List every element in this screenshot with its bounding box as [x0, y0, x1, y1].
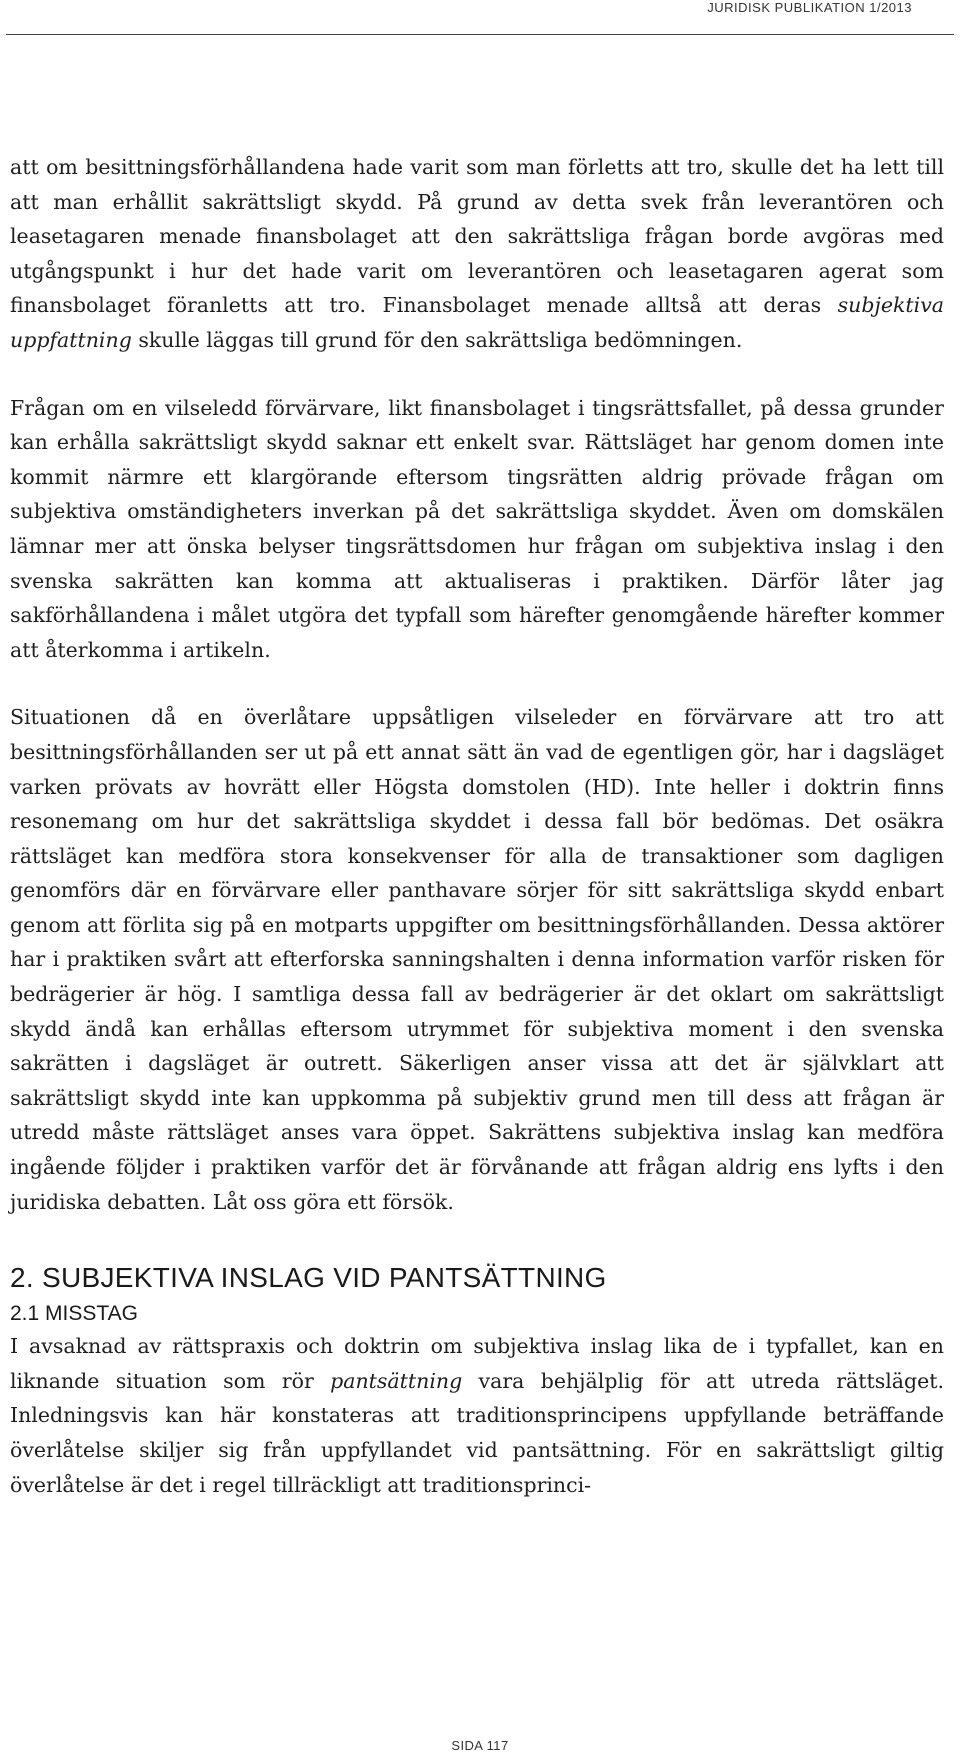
- paragraph-text: att om besittningsförhållandena hade varit som man förletts att tro, skulle det ha lett till att man erhållit sakrättsligt skydd. På grund av detta svek från leverantören och leasetagaren menade finansbolaget att den sakrättsliga frågan borde avgöras med utgångspunkt i hur det hade varit om leverantören och leasetagaren agerat som finansbolaget föranletts att tro. Finansbolaget menade alltså att deras: [10, 155, 944, 318]
- body-paragraph-1: [10, 150, 944, 358]
- paragraph-text: vara behjälplig för att utreda rättsläget. Inledningsvis kan här konstateras att traditionsprincipens uppfyllande beträffande överlåtelse skiljer sig från uppfyllandet vid pantsättning. För en sakrättsligt giltig överlåtelse är det i regel tillräckligt att traditionsprinci-: [10, 1368, 945, 1497]
- body-paragraph-2: Frågan om en vilseledd förvärvare, likt finansbolaget i tingsrättsfallet, på dessa grunder kan erhålla sakrättsligt skydd saknar ett enkelt svar. Rättsläget har genom domen inte kommit närmre ett klargörande eftersom tingsrätten aldrig prövade frågan om subjektiva omständigheters inverkan på det sakrättsliga skyddet. Även om domskälen lämnar mer att önska belyser tingsrättsdomen hur frågan om subjektiva inslag i den svenska sakrätten kan komma att aktualiseras i praktiken. Därför låter jag sakförhållandena i målet utgöra det typfall som härefter genomgående härefter kommer att återkomma i artikeln.: [10, 395, 944, 662]
- body-paragraph-4: [10, 1329, 944, 1502]
- subsection-heading: 2.1 MISSTAG: [10, 1302, 138, 1326]
- article-body: [10, 150, 944, 1502]
- running-header: JURIDISK PUBLIKATION 1/2013: [707, 0, 912, 15]
- section-heading: 2. SUBJEKTIVA INSLAG VID PANTSÄTTNING: [10, 1262, 607, 1294]
- paragraph-text: skulle läggas till grund för den sakrättsliga bedömningen.: [131, 327, 743, 352]
- header-divider: [6, 34, 954, 35]
- emphasis-pledging: pantsättning: [330, 1368, 463, 1393]
- page-number: SIDA 117: [451, 1738, 509, 1753]
- emphasis-subjective-view: subjektiva uppfattning: [10, 293, 944, 352]
- paragraph-text: I avsaknad av rättspraxis och doktrin om subjektiva inslag lika de i typfallet, kan en liknande situation som rör: [10, 1334, 944, 1393]
- body-paragraph-3: Situationen då en överlåtare uppsåtligen vilseleder en förvärvare att tro att besittningsförhållanden ser ut på ett annat sätt än vad de egentligen gör, har i dagsläget varken prövats av hovrätt eller Högsta domstolen (HD). Inte heller i doktrin finns resonemang om hur det sakrättsliga skyddet i dessa fall bör bedömas. Det osäkra rättsläget kan medföra stora konsekvenser för alla de transaktioner som dagligen genomförs där en förvärvare eller panthavare sörjer för sitt sakrättsliga skydd enbart genom att förlita sig på en motparts uppgifter om besittningsförhållanden. Dessa aktörer har i praktiken svårt att efterforska sanningshalten i denna information varför risken för bedrägerier är hög. I samtliga dessa fall av bedrägerier är det oklart om sakrättsligt skydd ändå kan erhållas eftersom utrymmet för subjektiva moment i den svenska sakrätten i dagsläget är outrett. Säkerligen anser vissa att det är självklart att sakrättsligt skydd inte kan uppkomma på subjektiv grund men till dess att frågan är utredd måste rättsläget anses vara öppet. Sakrättens subjektiva inslag kan medföra ingående följder i praktiken varför det är förvånande att frågan aldrig ens lyfts i den juridiska debatten. Låt oss göra ett försök.: [10, 705, 944, 1214]
